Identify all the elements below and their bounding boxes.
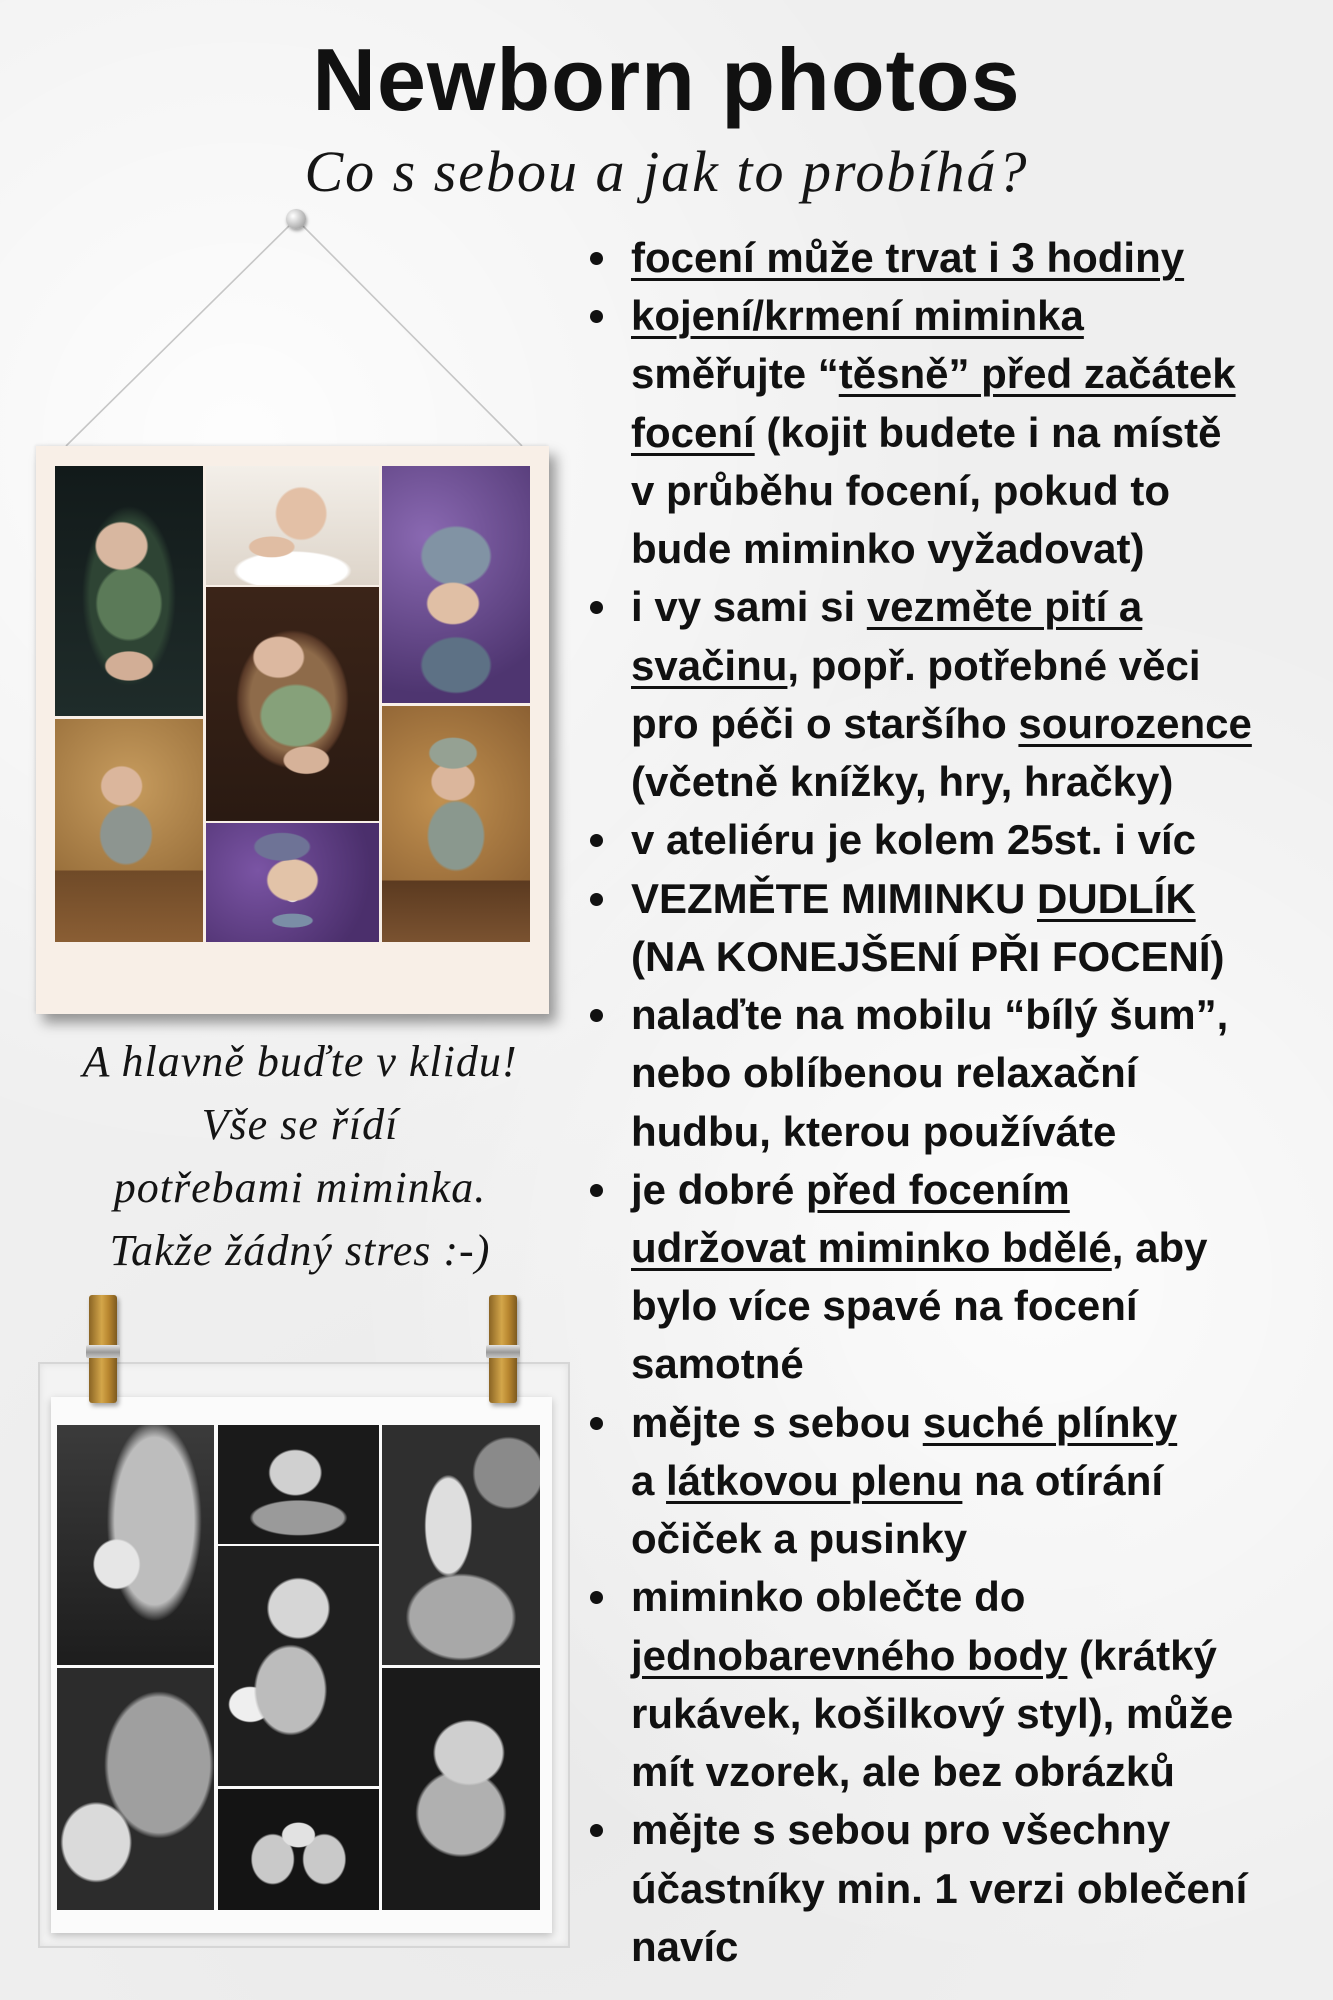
underlined-text: kojení/krmení miminka [631,292,1084,340]
checklist-line [631,928,1252,986]
checklist-line [631,1568,1252,1626]
checklist-item [631,1568,1252,1801]
checklist-text: (NA KONEJŠENÍ PŘI FOCENÍ) [631,932,1225,980]
underlined-text: těsně” před začátek [838,350,1236,398]
checklist-line [631,578,1252,636]
underlined-text: před focením [806,1165,1070,1213]
note-line: potřebami miminka. [113,1163,487,1212]
newborn-photo-bw [218,1425,379,1544]
checklist-line [631,520,1252,578]
handwritten-note [40,1030,560,1282]
checklist-item [631,1161,1252,1394]
page-subtitle: Co s sebou a jak to probíhá? [304,139,1029,204]
checklist-text: v ateliéru je kolem 25st. i víc [631,816,1196,864]
photo-collage-color [55,466,530,942]
bullet-icon [590,1184,603,1197]
newborn-photo [55,466,203,716]
checklist-item [631,578,1252,811]
hanging-string-left [66,219,296,446]
checklist-line [631,404,1252,462]
checklist-text: , aby [1111,1223,1208,1271]
checklist-text: bude miminko vyžadovat) [631,525,1145,573]
checklist-line [631,462,1252,520]
checklist-line [631,1394,1252,1452]
checklist-text: na otírání [962,1456,1164,1504]
bullet-icon [590,1417,603,1430]
checklist-line [631,1452,1252,1510]
bullet-icon [590,834,603,847]
bullet-icon [590,1824,603,1837]
checklist-line [631,1627,1252,1685]
note-line: Takže žádný stres :-) [109,1226,491,1275]
checklist-line [631,1335,1252,1393]
checklist-text: mějte s sebou pro všechny [631,1806,1171,1854]
hanging-string-right [296,219,522,446]
checklist-text: rukávek, košilkový styl), může [631,1689,1234,1737]
checklist-item [631,986,1252,1161]
newborn-photo-bw [218,1789,379,1910]
checklist-text: VEZMĚTE MIMINKU [631,874,1037,922]
newborn-photo-bw [382,1668,540,1910]
underlined-text: DUDLÍK [1037,874,1196,922]
newborn-photo-bw [382,1425,540,1665]
checklist-item [631,229,1252,287]
checklist-text: bylo více spavé na focení [631,1282,1138,1330]
hanging-strings [0,0,600,460]
checklist-line [631,695,1252,753]
newborn-photo-bw [57,1668,214,1910]
newborn-photo [382,706,530,942]
underlined-text: jednobarevného body [631,1631,1068,1679]
checklist-text: (včetně knížky, hry, hračky) [631,758,1174,806]
checklist-line [631,1161,1252,1219]
checklist-line [631,1219,1252,1277]
underlined-text: focení může trvat i 3 hodiny [631,234,1185,281]
checklist-text: je dobré [631,1165,807,1213]
checklist-item [631,287,1252,578]
bullet-icon [590,1009,603,1022]
pin-icon [286,209,306,229]
page-title: Newborn photos [312,30,1021,129]
checklist-line [631,1801,1252,1859]
note-line: Vše se řídí [201,1100,399,1149]
underlined-text: svačinu [631,641,788,689]
note-line: A hlavně buďte v klidu! [82,1037,518,1086]
checklist-line [631,637,1252,695]
clothespin-icon [489,1295,517,1403]
underlined-text: vezměte pití a [866,583,1143,631]
checklist [631,229,1252,1976]
checklist-text: navíc [631,1922,739,1970]
checklist-item [631,1394,1252,1569]
newborn-photo [55,719,203,942]
checklist-line [631,811,1252,869]
checklist-line [631,1103,1252,1161]
checklist-line [631,1743,1252,1801]
checklist-line [631,229,1252,287]
newborn-photo [206,823,379,942]
checklist-text: očiček a pusinky [631,1515,968,1563]
checklist-line [631,1860,1252,1918]
photo-collage-bw [57,1425,539,1910]
checklist-item [631,1801,1252,1976]
checklist-item [631,870,1252,986]
bullet-icon [590,601,603,614]
checklist-line [631,287,1252,345]
checklist-text: (krátký [1067,1631,1217,1679]
checklist-text: v průběhu focení, pokud to [631,466,1170,514]
underlined-text: focení [631,408,755,456]
checklist-text: samotné [631,1340,804,1388]
checklist-text: směřujte “ [631,350,839,398]
clothespin-icon [89,1295,117,1403]
bullet-icon [590,893,603,906]
newborn-photo [206,466,379,585]
newborn-photo [382,466,530,703]
checklist-text: nalaďte na mobilu “bílý šum”, [631,991,1229,1039]
newborn-photo-bw [57,1425,214,1665]
checklist-text: a [631,1456,667,1504]
checklist-line [631,1044,1252,1102]
checklist-text: (kojit budete i na místě [754,408,1222,456]
underlined-text: udržovat miminko bdělé [631,1223,1112,1271]
checklist-line [631,1277,1252,1335]
checklist-text: miminko oblečte do [631,1573,1026,1621]
underlined-text: suché plínky [922,1398,1178,1446]
checklist-line [631,1510,1252,1568]
underlined-text: látkovou plenu [666,1456,963,1504]
checklist-text: i vy sami si [631,583,867,631]
checklist-line [631,1918,1252,1976]
checklist-line [631,345,1252,403]
bullet-icon [590,1591,603,1604]
checklist-text: nebo oblíbenou relaxační [631,1049,1138,1097]
checklist-line [631,753,1252,811]
checklist-text: mějte s sebou [631,1398,923,1446]
checklist-text: hudbu, kterou používáte [631,1107,1117,1155]
checklist-line [631,986,1252,1044]
checklist-text: , popř. potřebné věci [787,641,1201,689]
newborn-photo [206,587,379,821]
bullet-icon [590,252,603,265]
checklist-line [631,870,1252,928]
checklist-line [631,1685,1252,1743]
checklist-text: pro péči o staršího [631,699,1019,747]
checklist-text: mít vzorek, ale bez obrázků [631,1748,1175,1796]
bullet-icon [590,310,603,323]
checklist-item [631,811,1252,869]
checklist-text: účastníky min. 1 verzi oblečení [631,1864,1248,1912]
newborn-photo-bw [218,1546,379,1786]
underlined-text: sourozence [1018,699,1252,747]
